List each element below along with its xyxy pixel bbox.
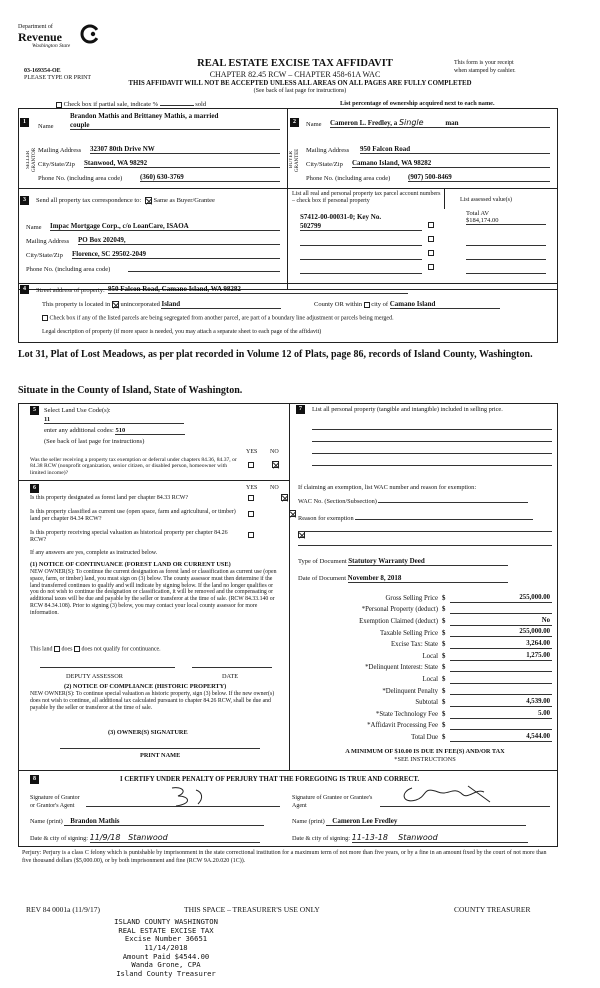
stamp-line: Amount Paid $4544.00 — [122, 951, 210, 961]
land-use-label: Select Land Use Code(s): — [44, 407, 111, 414]
grantor-name: Brandon Mathis — [64, 817, 264, 826]
buyer-city: Camano Island, WA 98282 — [352, 159, 550, 168]
dollar-sign: $ — [442, 664, 446, 672]
revenue-logo — [18, 24, 108, 49]
stamp-line: Wanda Grone, CPA — [131, 960, 201, 970]
total-av-value: $184,174.00 — [466, 217, 546, 225]
stamp-line: 11/14/2018 — [144, 942, 188, 952]
perjury-statement: Perjury: Perjury is a class C felony which is punishable by imprisonment in the state correctional institution for a maximum term of not more than five years, or by a fine in an amount fixed by the court of not more than five thousand dollars ($5,000.00), or by both imprisonment and fine (RCW 9A.20.020 (1C)). — [22, 850, 547, 864]
correspondence-label: Send all property tax correspondence to: — [36, 197, 142, 204]
personal-property-label: List all personal property (tangible and intangible) included in selling price. — [312, 406, 503, 413]
section-7-number: 7 — [296, 405, 305, 414]
current-use-no-checkbox[interactable] — [289, 510, 296, 517]
buyer-name: Cameron L. Fredley, a — [330, 119, 398, 127]
stamp-line: Island County Treasurer — [116, 968, 216, 978]
owner-signature-label: (3) OWNER(S) SIGNATURE — [108, 729, 188, 736]
grantor-signature-label: Signature of Grantor or Grantor's Agent — [30, 795, 80, 809]
city-of-label: city of — [371, 301, 389, 308]
grantor-city: Stanwood — [128, 833, 168, 842]
finance-value: 4,544.00 — [450, 733, 552, 742]
finance-value: No — [450, 617, 552, 626]
section-4-number: 4 — [20, 285, 29, 294]
finance-value — [450, 605, 552, 614]
parcel-4-checkbox[interactable] — [428, 264, 434, 270]
parcel-1-checkbox[interactable] — [428, 222, 434, 228]
county-or-label: County OR within — [314, 301, 363, 308]
buyer-name-suffix: man — [445, 119, 459, 127]
finance-label: *Affidavit Processing Fee — [367, 722, 438, 730]
finance-value: 4,539.00 — [450, 698, 552, 707]
grantee-date-row — [292, 833, 528, 843]
buyer-mailing: 950 Falcon Road — [360, 145, 550, 154]
finance-label: Local — [422, 675, 438, 683]
grantor-name-label: Name (print) — [30, 818, 63, 825]
form-title: REAL ESTATE EXCISE TAX AFFIDAVIT — [197, 58, 393, 69]
section-1-number: 1 — [20, 118, 29, 127]
finance-row — [298, 591, 552, 603]
doc-date-row — [298, 574, 508, 583]
historic-yes-checkbox[interactable] — [248, 532, 254, 538]
same-as-buyer-label: Same as Buyer/Grantee — [153, 197, 215, 204]
finance-value — [450, 721, 552, 730]
buyer-phone-label: Phone No. (including area code) — [306, 175, 391, 182]
grantee-date: 11-13-18 — [351, 833, 388, 842]
seller-phone: (360) 630-3769 — [140, 173, 280, 182]
finance-label: *Delinquent Interest: State — [365, 664, 438, 672]
finance-row — [298, 637, 552, 649]
exemption-claim-label: If claiming an exemption, list WAC number and reason for exemption: — [298, 484, 477, 491]
corr-phone-label: Phone No. (including area code) — [26, 266, 111, 273]
dollar-sign: $ — [442, 675, 446, 683]
finance-value — [450, 663, 552, 672]
seller-mailing: 32307 80th Drive NW — [90, 145, 280, 154]
stamp-line: REAL ESTATE EXCISE TAX — [118, 925, 214, 935]
located-in-label: This property is located in — [42, 301, 111, 308]
corr-phone-line — [128, 264, 280, 272]
notice1-body: NEW OWNER(S): To continue the current designation as forest land or classification as current use (open space, farm, or timber) land, you must sign on (3) below. The county assessor must then determine if the land transferred continues to qualify and will indicate by signing below. If the land no longer qualifies or you do not wish to continue the designation or classification, it will be removed and the compensating or additional taxes will be due and payable by the seller or transferor at the time of sale. (RCW 84.33.140 or RCW 84.34.108). Prior to signing (3) below, you may contact your local county assessor for more information. — [30, 569, 277, 616]
finance-label: Taxable Selling Price — [379, 629, 438, 637]
grantor-name-row — [30, 817, 264, 826]
section6-no-header: NO — [270, 485, 279, 491]
notice2-title: (2) NOTICE OF COMPLIANCE (HISTORIC PROPERTY) — [64, 683, 227, 690]
finance-value: 255,000.00 — [450, 594, 552, 603]
finance-value: 5.00 — [450, 710, 552, 719]
finance-row — [298, 707, 552, 719]
parcel-3-checkbox[interactable] — [428, 250, 434, 256]
grantor-date-city — [90, 833, 260, 843]
parcels-header: List all real and personal property tax parcel account numbers – check box if personal property — [292, 191, 441, 204]
form-code: 03-169354-OE — [24, 68, 61, 74]
doc-date-label: Date of Document — [298, 575, 347, 582]
see-instructions-note: *SEE INSTRUCTIONS — [394, 756, 456, 763]
forest-land-question: Is this property designated as forest land per chapter 84.33 RCW? — [30, 495, 189, 501]
parcel-2: 502799 — [300, 222, 422, 231]
dollar-sign: $ — [442, 594, 446, 602]
unincorporated-label: unincorporated — [120, 301, 160, 308]
dollar-sign: $ — [442, 733, 446, 741]
finance-label: *State Technology Fee — [375, 710, 438, 718]
finance-row — [298, 719, 552, 731]
does-not-checkbox[interactable] — [74, 646, 80, 652]
print-name-label: PRINT NAME — [140, 752, 181, 759]
city-name: Camano Island — [390, 300, 500, 309]
finance-label: Excise Tax: State — [391, 641, 438, 649]
certify-statement: I CERTIFY UNDER PENALTY OF PERJURY THAT THE FOREGOING IS TRUE AND CORRECT. — [120, 776, 420, 783]
dept-line1: Department of — [18, 24, 53, 30]
city-of-checkbox[interactable] — [364, 302, 370, 308]
this-land-row — [30, 646, 161, 653]
street-label: Street address of property: — [36, 287, 105, 294]
correspondence-row — [36, 197, 215, 204]
minimum-due-note: A MINIMUM OF $10.00 IS DUE IN FEE(S) AND/OR TAX — [345, 748, 505, 755]
percent-list-note: List percentage of ownership acquired next to each name. — [340, 100, 495, 107]
located-row — [42, 300, 281, 309]
finance-value — [450, 675, 552, 684]
buyer-name-hand: Single — [398, 118, 424, 127]
buyer-name-label: Name — [306, 121, 322, 128]
corr-city: Florence, SC 29502-2049 — [72, 250, 280, 259]
dollar-sign: $ — [442, 722, 446, 730]
city-row — [314, 300, 500, 309]
finance-label: Local — [422, 652, 438, 660]
same-as-buyer-checkbox[interactable] — [145, 197, 152, 204]
sold-label: sold — [195, 101, 207, 108]
assessed-header: List assessed value(s) — [460, 197, 512, 203]
does-not-label: does not qualify for continuance. — [81, 646, 161, 653]
grantor-signature-mark — [168, 784, 208, 810]
segregated-row — [42, 315, 394, 322]
seller-name-line1: Brandon Mathis and Brittaney Mathis, a married — [70, 112, 219, 120]
if-yes-note: If any answers are yes, complete as instructed below. — [30, 550, 158, 556]
dept-line3: Washington State — [32, 42, 71, 49]
reason-row — [298, 515, 533, 522]
rev-number: REV 84 0001a (11/9/17) — [26, 905, 100, 914]
corr-name: Impac Mortgage Corp., c/o LoanCare, ISAOA — [50, 222, 280, 231]
seller-city: Stanwood, WA 98292 — [84, 159, 280, 168]
section-3-number: 3 — [20, 196, 29, 205]
dollar-sign: $ — [442, 606, 446, 614]
deputy-date-label: DATE — [222, 673, 239, 680]
historic-no-checkbox[interactable] — [298, 531, 305, 538]
dollar-sign: $ — [442, 652, 446, 660]
stamp-line: Excise Number 36651 — [124, 934, 208, 944]
form-warning: THIS AFFIDAVIT WILL NOT BE ACCEPTED UNLESS ALL AREAS ON ALL PAGES ARE FULLY COMPLETED — [128, 80, 472, 87]
dollar-sign: $ — [442, 710, 446, 718]
buyer-phone: (907) 500-8469 — [408, 173, 550, 182]
finance-label: Exemption Claimed (deduct) — [359, 617, 438, 625]
section5-no-header: NO — [270, 449, 279, 455]
receipt-note-2: when stamped by cashier. — [454, 68, 516, 74]
notice2-body: NEW OWNER(S): To continue special valuation as historic property, sign (3) below. If the new owner(s) does not wish to continue, all additional tax calculated pursuant to chapter 84.26 RCW, shall be due and payable by the seller or transferor at the time of sale. — [30, 691, 275, 711]
legal-note: Legal description of property (if more space is needed, you may attach a separate sheet to each page of the affidavit) — [42, 329, 322, 335]
grantor-date: 11/9/18 — [89, 833, 121, 842]
grantor-date-row — [30, 833, 260, 843]
treasurer-space-label: THIS SPACE – TREASURER'S USE ONLY — [184, 905, 320, 914]
current-use-question: Is this property classified as current use (open space, farm and agricultural, or timber) land per chapter 84.34 RCW? — [30, 509, 236, 522]
buyer-mailing-label: Mailing Address — [306, 147, 350, 154]
seller-city-label: City/State/Zip — [38, 161, 75, 168]
exemption-no-checkbox[interactable] — [272, 461, 279, 468]
seller-mailing-label: Mailing Address — [38, 147, 82, 154]
land-use-code: 11 — [44, 416, 184, 424]
reason-label: Reason for exemption — [298, 515, 354, 522]
dept-line2: Revenue — [18, 29, 62, 44]
receipt-note-1: This form is your receipt — [454, 60, 514, 66]
finance-row — [298, 661, 552, 673]
grantee-city: Stanwood — [398, 833, 438, 842]
finance-label: *Delinquent Penalty — [382, 687, 438, 695]
grantee-name-row — [292, 817, 526, 826]
finance-row — [298, 626, 552, 638]
doc-date: November 8, 2018 — [348, 574, 508, 583]
current-use-yes-checkbox[interactable] — [248, 511, 254, 517]
finance-row — [298, 730, 552, 742]
section5-yes-header: YES — [246, 449, 258, 455]
county-treasurer-label: COUNTY TREASURER — [454, 905, 531, 914]
revenue-logo-icon — [80, 24, 100, 44]
historic-question: Is this property receiving special valuation as historical property per chapter 84.26 RCW? — [30, 530, 228, 543]
please-type: PLEASE TYPE OR PRINT — [24, 75, 92, 81]
grantee-signature-mark — [398, 782, 498, 810]
seller-name-label: Name — [38, 123, 54, 130]
unincorporated-checkbox[interactable] — [112, 301, 119, 308]
dollar-sign: $ — [442, 617, 446, 625]
does-checkbox[interactable] — [54, 646, 60, 652]
seller-name-line2: couple — [70, 121, 280, 130]
finance-row — [298, 684, 552, 696]
stamp-line: ISLAND COUNTY WASHINGTON — [114, 917, 218, 926]
wac-label: WAC No. (Section/Subsection) — [298, 498, 377, 505]
doc-type-label: Type of Document — [298, 558, 347, 565]
corr-city-label: City/State/Zip — [26, 252, 63, 259]
corr-name-label: Name — [26, 224, 42, 231]
section-8-number: 8 — [30, 775, 39, 784]
finance-table — [298, 591, 552, 742]
situate-statement: Situate in the County of Island, State of Washington. — [18, 385, 243, 396]
dollar-sign: $ — [442, 641, 446, 649]
partial-sale-label: Check box if partial sale, indicate % — [63, 101, 159, 108]
buyer-name-line — [330, 118, 550, 128]
section-5-number: 5 — [30, 406, 39, 415]
does-label: does — [61, 646, 73, 653]
grantee-name: Cameron Lee Fredley — [326, 817, 526, 826]
parcel-1: S7412-00-00031-0; Key No. — [300, 213, 382, 221]
corr-mailing-label: Mailing Address — [26, 238, 70, 245]
property-street: 950 Falcon Road, Camano Island, WA 98282 — [108, 285, 408, 294]
segregated-checkbox[interactable] — [42, 315, 48, 321]
exemption-question: Was the seller receiving a property tax exemption or deferral under chapters 84.36, 84.37, or 84.38 RCW (nonprofit organization, senior citizen, or disabled person, homeowner with limited income)? — [30, 457, 237, 476]
grantor-date-label: Date & city of signing: — [30, 835, 89, 842]
seller-side-label: SELLER GRANTOR — [26, 147, 37, 173]
finance-row — [298, 695, 552, 707]
grantee-date-label: Date & city of signing: — [292, 835, 351, 842]
exemption-yes-checkbox[interactable] — [248, 462, 254, 468]
grantee-date-city — [352, 833, 528, 843]
seller-phone-label: Phone No. (including area code) — [38, 175, 123, 182]
finance-row — [298, 614, 552, 626]
finance-label: Total Due — [411, 733, 438, 741]
section5-see-back: (See back of last page for instructions) — [44, 438, 145, 445]
buyer-city-label: City/State/Zip — [306, 161, 343, 168]
parcel-2-checkbox[interactable] — [428, 236, 434, 242]
grantee-signature-label: Signature of Grantee or Grantee's Agent — [292, 795, 373, 809]
treasurer-stamp — [96, 918, 236, 978]
this-land-label: This land — [30, 646, 53, 653]
additional-codes-row — [44, 427, 185, 435]
finance-label: *Personal Property (deduct) — [361, 606, 438, 614]
finance-value: 255,000.00 — [450, 628, 552, 637]
dollar-sign: $ — [442, 699, 446, 707]
section6-yes-header: YES — [246, 485, 258, 491]
corr-mailing: PO Box 202049, — [78, 236, 280, 245]
section-6-number: 6 — [30, 484, 39, 493]
finance-label: Gross Selling Price — [385, 594, 438, 602]
doc-type-row — [298, 557, 508, 566]
doc-type: Statutory Warranty Deed — [348, 557, 508, 566]
finance-value: 3,264.00 — [450, 640, 552, 649]
finance-value: 1,275.00 — [450, 652, 552, 661]
wac-row — [298, 498, 528, 505]
partial-sale-checkbox[interactable] — [56, 102, 62, 108]
finance-row — [298, 672, 552, 684]
see-back-note: (See back of last page for instructions) — [253, 88, 347, 94]
county-name: Island — [161, 300, 281, 309]
grantee-name-label: Name (print) — [292, 818, 325, 825]
finance-row — [298, 649, 552, 661]
dollar-sign: $ — [442, 687, 446, 695]
forest-yes-checkbox[interactable] — [248, 495, 254, 501]
finance-row — [298, 603, 552, 615]
deputy-assessor-label: DEPUTY ASSESSOR — [66, 673, 123, 680]
segregated-label: Check box if any of the listed parcels are being segregated from another parcel, are part of a boundary line adjustment or parcels being merged. — [49, 315, 394, 322]
forest-no-checkbox[interactable] — [281, 494, 288, 501]
total-av-label: Total AV — [466, 210, 490, 217]
buyer-side-label: BUYER GRANTEE — [289, 148, 300, 172]
notice1-title: (1) NOTICE OF CONTINUANCE (FOREST LAND OR CURRENT USE) — [30, 561, 231, 568]
finance-label: Subtotal — [415, 699, 438, 707]
additional-codes: 510 — [115, 427, 185, 435]
additional-codes-label: enter any additional codes: — [44, 427, 114, 434]
dollar-sign: $ — [442, 629, 446, 637]
form-chapter: CHAPTER 82.45 RCW – CHAPTER 458-61A WAC — [209, 70, 381, 79]
section-2-number: 2 — [290, 118, 299, 127]
finance-value — [450, 686, 552, 695]
legal-description: Lot 31, Plat of Lost Meadows, as per plat recorded in Volume 12 of Plats, page 86, records of Island County, Washington. — [18, 349, 533, 360]
